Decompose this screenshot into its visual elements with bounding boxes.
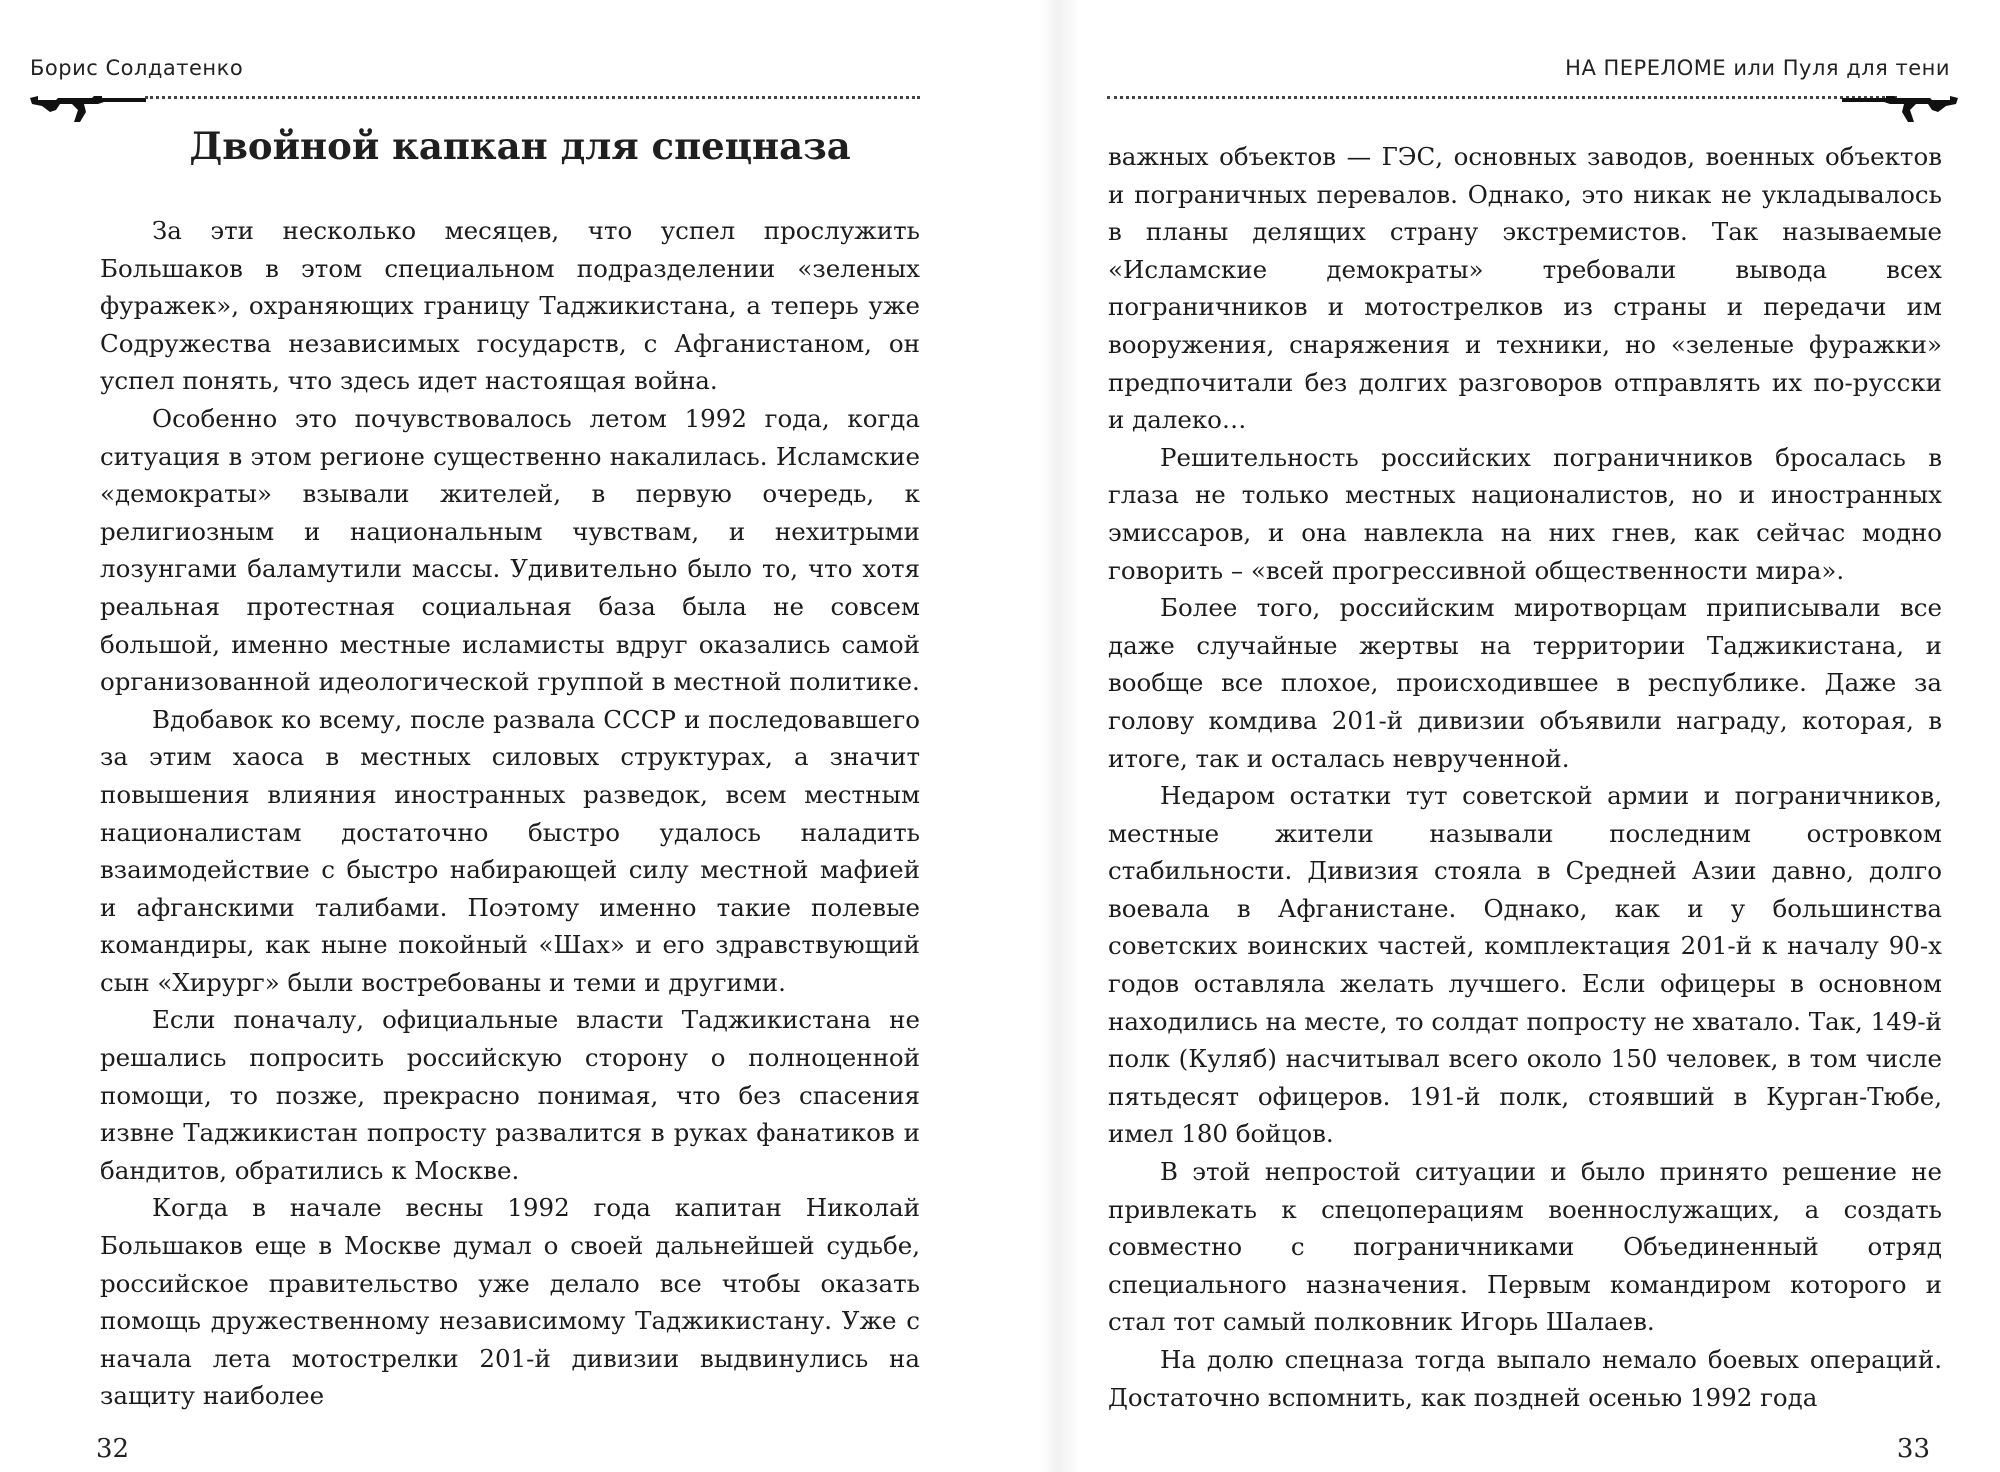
page-number: 32 [96,1434,130,1464]
running-head-book-title: НА ПЕРЕЛОМЕ или Пуля для тени [1565,56,1950,80]
paragraph: Решительность российских пограничников бросалась в глаза не только местных националистов, но и иностранных эмиссаров, и она навлекла на них гнев, как сейчас модно говорить – «всей прогрессивной общественности мира». [1108,442,1942,585]
running-head-author: Борис Солдатенко [30,56,244,80]
page-number: 33 [1896,1434,1930,1464]
header-dotted-rule [145,96,920,99]
right-page [1000,0,2000,1472]
paragraph: На долю спецназа тогда выпало немало боевых операций. Достаточно вспомнить, как поздней осенью 1992 года [1108,1345,1942,1412]
paragraph: Вдобавок ко всему, после развала СССР и последовавшего за этим хаоса в местных силовых структурах, а значит повышения влияния иностранных разведок, всем местным националистам достаточно быстро удалось наладить взаимодействие с быстро набирающей силу местной мафией и афганскими талибами. Поэтому именно такие полевые командиры, как ныне покойный «Шах» и его здравствующий сын «Хирург» были востребованы и теми и другими. [100,704,920,997]
assault-rifle-icon [28,88,148,128]
paragraph: Недаром остатки тут советской армии и пограничников, местные жители называли последним островком стабильности. Дивизия стояла в Средней Азии давно, долго воевала в Афганистане. Однако, как и у большинства советских воинских частей, комплектация 201-й к началу 90-х годов оставляла желать лучшего. Если офицеры в основном находились на месте, то солдат попросту не хватало. Так, 149-й полк (Куляб) насчитывал всего около 150 человек, в том числе пятьдесят офицеров. 191-й полк, стоявший в Курган-Тюбе, имел 180 бойцов. [1108,781,1942,1149]
paragraph: В этой непростой ситуации и было принято решение не привлекать к спецоперациям военнослужащих, а создать совместно с пограничниками Объединенный отряд специального назначения. Первым командиром которого и стал тот самый полковник Игорь Шалаев. [1108,1157,1942,1337]
header-dotted-rule [1107,96,1897,99]
paragraph: важных объектов — ГЭС, основных заводов, военных объектов и пограничных перевалов. Однако, это никак не укладывалось в планы делящих страну экстремистов. Так называемые «Исламские демократы» требовали вывода всех пограничников и мотострелков из страны и передачи им вооружения, снаряжения и техники, но «зеленые фуражки» предпочитали без долгих разговоров отправлять их по-русски и далеко… [1108,142,1942,435]
paragraph: За эти несколько месяцев, что успел прослужить Большаков в этом специальном подразделении «зеленых фуражек», охраняющих границу Таджикистана, а теперь уже Содружества независимых государств, с Афганистаном, он успел понять, что здесь идет настоящая война. [100,216,920,396]
chapter-title: Двойной капкан для спецназа [189,124,851,168]
paragraph: Более того, российским миротворцам приписывали все даже случайные жертвы на территории Таджикистана, и вообще все плохое, происходившее в республике. Даже за голову комдива 201-й дивизии объявили награду, которая, в итоге, так и осталась неврученной. [1108,593,1942,773]
paragraph: Если поначалу, официальные власти Таджикистана не решались попросить российскую сторону о полноценной помощи, то позже, прекрасно понимая, что без спасения извне Таджикистан попросту развалится в руках фанатиков и бандитов, обратились к Москве. [100,1005,920,1185]
right-body-text [1108,138,1942,1416]
paragraph: Особенно это почувствовалось летом 1992 года, когда ситуация в этом регионе существенно накалилась. Исламские «демократы» взывали жителей, в первую очередь, к религиозным и национальным чувствам, и нехитрыми лозунгами баламутили массы. Удивительно было то, что хотя реальная протестная социальная база была не совсем большой, именно местные исламисты вдруг оказались самой организованной идеологической группой в местной политике. [100,403,920,697]
paragraph: Когда в начале весны 1992 года капитан Николай Большаков еще в Москве думал о своей дальнейшей судьбе, российское правительство уже делало все чтобы оказать помощь дружественному независимому Таджикистану. Уже с начала лета мотострелки 201-й дивизии выдвинулись на защиту наиболее [100,1193,920,1411]
left-body-text [100,212,920,1415]
assault-rifle-icon [1840,88,1960,128]
